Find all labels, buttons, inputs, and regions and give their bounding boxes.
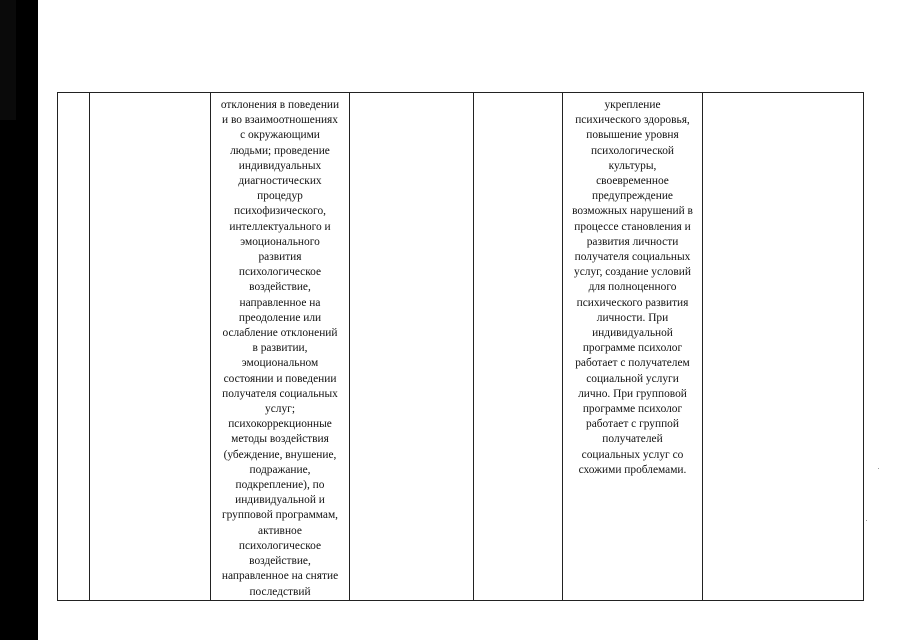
text-line: лично. При групповой — [578, 387, 687, 400]
cell-service-description — [211, 93, 350, 601]
text-line: подражание, — [249, 463, 311, 476]
text-line: методы воздействия — [231, 433, 329, 446]
cell-service-goal — [563, 93, 703, 601]
services-table — [57, 92, 864, 601]
text-line: эмоциональном — [241, 357, 319, 370]
text-line: программе психолог — [582, 342, 683, 355]
text-line: ослабление отклонений — [222, 327, 338, 340]
text-line: последствий — [249, 585, 311, 598]
text-line: эмоционального — [240, 235, 320, 248]
scan-edge-shadow — [0, 0, 16, 120]
text-line: процессе становления и — [574, 220, 691, 233]
text-line: своевременное — [596, 175, 669, 188]
text-line: индивидуальных — [238, 159, 322, 172]
text-line: программе психолог — [582, 403, 683, 416]
text-line: возможных нарушений в — [572, 205, 693, 218]
text-line: повышение уровня — [586, 129, 679, 142]
text-line: работает с получателем — [575, 357, 690, 370]
text-line: для полноценного — [588, 281, 677, 294]
text-line: индивидуальной и — [235, 494, 325, 507]
text-line: отклонения в поведении — [220, 99, 340, 111]
text-line: психофизического, — [234, 205, 326, 218]
text-line: с окружающими — [240, 129, 320, 142]
scan-speck — [878, 468, 879, 469]
text-line: социальных услуг со — [581, 448, 684, 461]
text-line: психического развития — [576, 296, 689, 309]
text-line: преодоление или — [238, 311, 322, 324]
text-line: работает с группой — [586, 418, 679, 431]
table-row — [58, 93, 864, 601]
text-line: социальной услуги — [586, 372, 679, 385]
service-goal-text — [563, 93, 702, 478]
text-line: получателя социальных — [222, 387, 338, 400]
text-line: культуры, — [608, 159, 657, 172]
text-line: и во взаимоотношениях — [222, 114, 338, 127]
text-line: индивидуальной — [592, 327, 673, 340]
text-line: получателя социальных — [574, 251, 691, 264]
text-line: диагностических — [238, 175, 322, 188]
text-line: укрепление — [604, 99, 661, 111]
text-line: психокоррекционные — [228, 418, 332, 431]
text-line: воздействие, — [249, 281, 311, 294]
cell-empty-7 — [703, 93, 864, 601]
cell-service-name — [90, 93, 211, 601]
text-line: подкрепление), по — [235, 479, 325, 492]
text-line: развития — [258, 251, 302, 264]
cell-number — [58, 93, 90, 601]
text-line: психологическое — [238, 539, 322, 552]
text-line: предупреждение — [591, 190, 673, 203]
text-line: состоянии и поведении — [223, 372, 337, 385]
text-line: схожими проблемами. — [578, 463, 687, 476]
scan-speck — [866, 520, 867, 521]
text-line: интеллектуального и — [229, 220, 331, 233]
text-line: групповой программам, — [221, 509, 339, 522]
text-line: (убеждение, внушение, — [223, 448, 337, 461]
text-line: личности. При — [596, 311, 669, 324]
text-line: людьми; проведение — [230, 144, 330, 157]
text-line: воздействие, — [249, 555, 311, 568]
text-line: развития личности — [586, 235, 679, 248]
cell-empty-4 — [350, 93, 474, 601]
text-line: процедур — [257, 190, 303, 203]
cell-empty-5 — [474, 93, 563, 601]
text-line: активное — [258, 524, 302, 537]
text-line: получателей — [602, 433, 663, 446]
text-line: психологическое — [238, 266, 322, 279]
text-line: психического здоровья, — [575, 114, 690, 127]
text-line: направленное на снятие — [221, 570, 339, 583]
text-line: направленное на — [239, 296, 321, 309]
text-line: психологической — [590, 144, 675, 157]
text-line: услуг, создание условий — [574, 266, 691, 279]
service-description-text — [211, 93, 349, 600]
text-line: услуг; — [265, 403, 295, 416]
text-line: в развитии, — [252, 342, 308, 355]
